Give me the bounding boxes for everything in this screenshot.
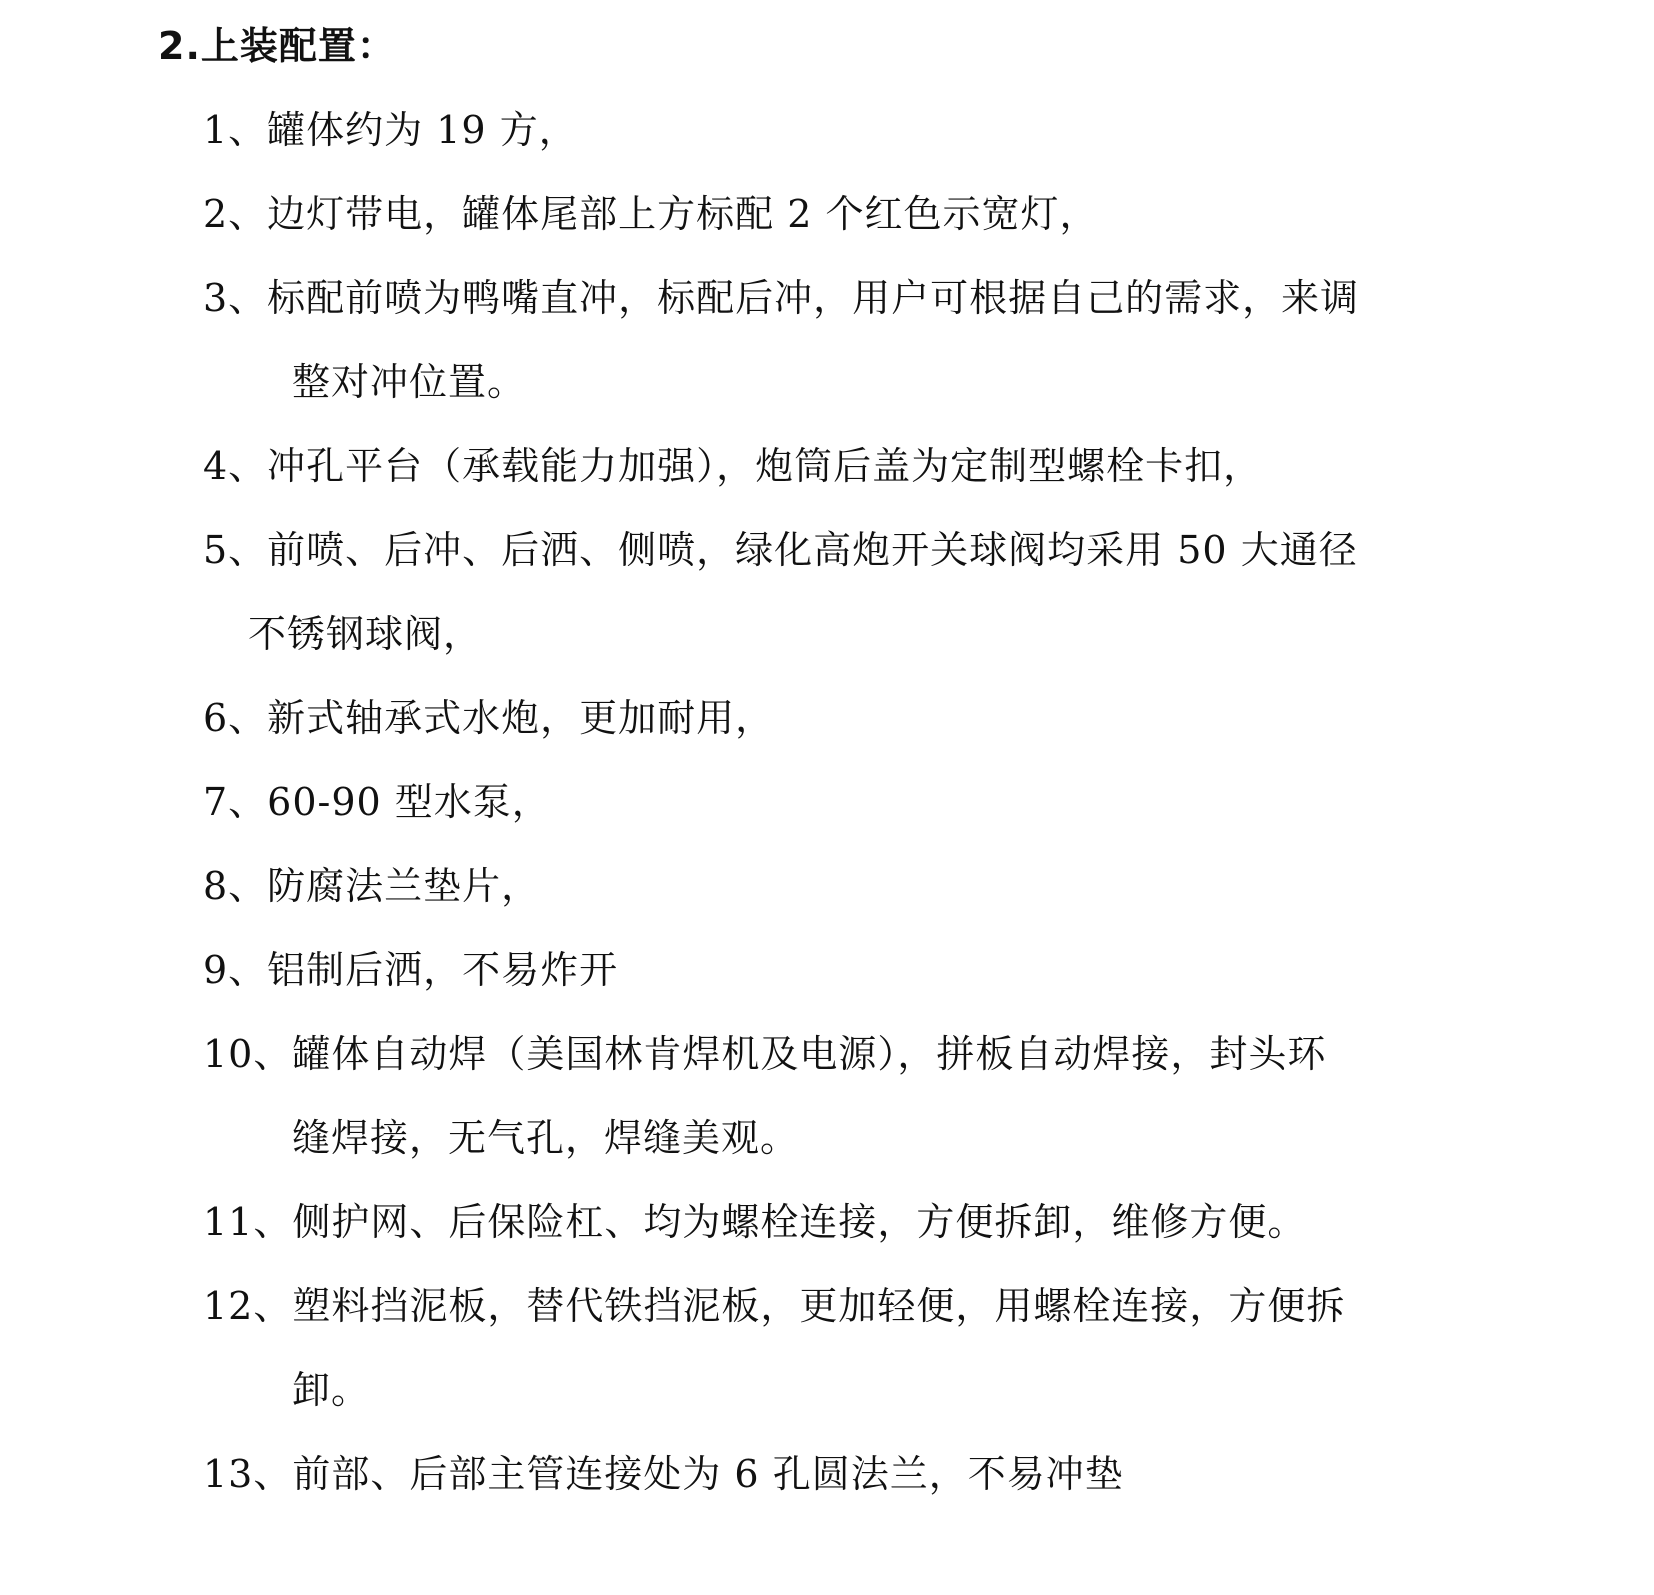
list-item-13-line-1: 13、前部、后部主管连接处为 6 孔圆法兰，不易冲垫 [203,1452,1124,1496]
list-item-5-line-2: 不锈钢球阀， [248,612,483,656]
list-item-4-line-1: 4、冲孔平台（承载能力加强），炮筒后盖为定制型螺栓卡扣， [203,444,1263,488]
list-item-3-line-2: 整对冲位置。 [292,360,527,404]
list-item-10-line-1: 10、罐体自动焊（美国林肯焊机及电源），拼板自动焊接，封头环 [203,1032,1327,1076]
section-heading: 2.上装配置： [158,24,396,68]
list-item-11-line-1: 11、侧护网、后保险杠、均为螺栓连接，方便拆卸，维修方便。 [203,1200,1307,1244]
list-item-10-line-2: 缝焊接，无气孔，焊缝美观。 [292,1116,800,1160]
list-item-2-line-1: 2、边灯带电，罐体尾部上方标配 2 个红色示宽灯， [203,192,1099,236]
list-item-8-line-1: 8、防腐法兰垫片， [203,864,541,908]
list-item-9-line-1: 9、铝制后洒，不易炸开 [203,948,619,992]
list-item-7-line-1: 7、60-90 型水泵， [203,780,551,824]
list-item-12-line-2: 卸。 [292,1368,371,1412]
list-item-12-line-1: 12、塑料挡泥板，替代铁挡泥板，更加轻便，用螺栓连接，方便拆 [203,1284,1346,1328]
list-item-1-line-1: 1、罐体约为 19 方， [203,108,578,152]
list-item-3-line-1: 3、标配前喷为鸭嘴直冲，标配后冲，用户可根据自己的需求，来调 [203,276,1360,320]
list-item-5-line-1: 5、前喷、后冲、后洒、侧喷，绿化高炮开关球阀均采用 50 大通径 [203,528,1358,572]
list-item-6-line-1: 6、新式轴承式水炮，更加耐用， [203,696,775,740]
